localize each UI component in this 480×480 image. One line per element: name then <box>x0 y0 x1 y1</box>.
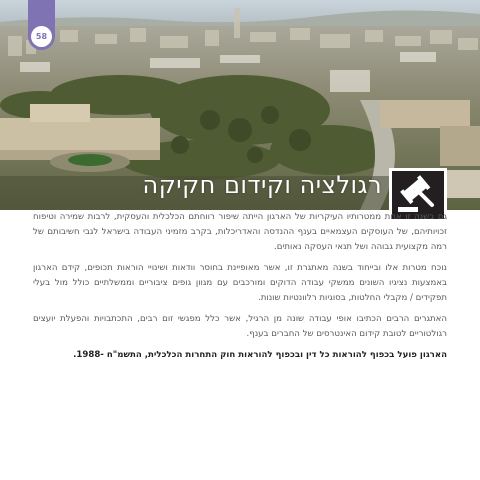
paragraph: גם בשנה זו אחת ממטרותיו העיקריות של הארגון הייתה שיפור רווחתם הכלכלית והעסקית, לרבות שמירה וטיפוח זכויותיהם, של העוסקים העצמאיים בענף ההנדסה והאדריכלות, בקרב מזמיני העבודה בישראל לגבי חשיבותם של רמה מקצועית גבוהה ושל תנאי העסקה נאותים. <box>33 212 447 252</box>
gavel-icon <box>396 175 440 215</box>
paragraph: נוכח מטרות אלו ובייחוד בשנה מאתגרת זו, אשר מאופיינת בחוסר וודאות ושינויי הוראות תכופים, קידם הארגון באמצעות נציגיו השונים ממשקי עבודה הדוקים ומורכבים עם מגוון גופים ציבוריים וממשלתיים כולל מול בעלי תפקידים / מקבלי החלטות, בסוגיות רלוונטיות שונות. <box>33 263 447 303</box>
page-number-tab <box>28 0 55 50</box>
page-number-badge <box>31 26 52 47</box>
closing-statement: הארגון פועל בכפוף להוראות כל דין ובכפוף להוראות חוק התחרות הכלכלית, התשמ"ח -1988. <box>73 350 447 360</box>
page-number: 58 <box>35 32 48 41</box>
paragraph: האתגרים הרבים הכתיבו אופי עבודה שונה מן הרגיל, אשר כלל מפגשי זום רבים, התכתבויות והפעלת יועצים רגולטוריים לטובת קידום האינטרסים של החברים בענף. <box>33 314 447 339</box>
body-text <box>33 210 447 369</box>
section-title: רגולציה וקידום חקיקה <box>142 171 382 199</box>
